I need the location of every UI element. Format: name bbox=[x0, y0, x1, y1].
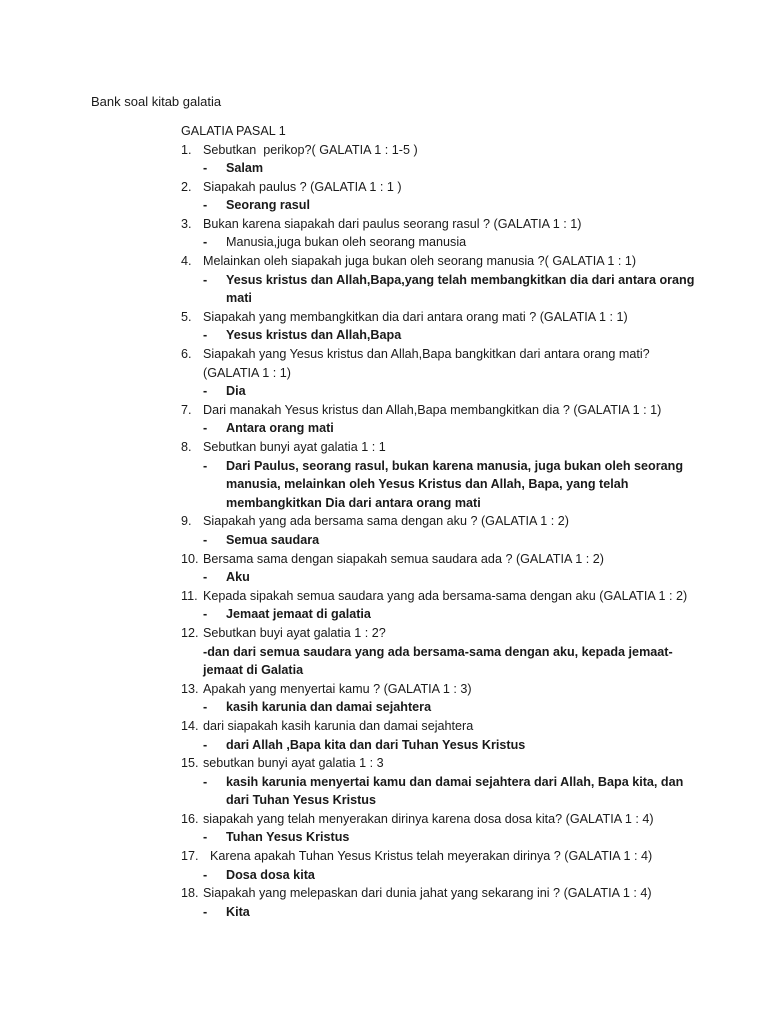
answer-bullet-dash: - bbox=[203, 904, 208, 919]
question-list bbox=[181, 141, 701, 922]
question-item bbox=[181, 680, 701, 699]
answer-item bbox=[181, 866, 701, 885]
question-item bbox=[181, 512, 701, 531]
answer-bullet-dash: - bbox=[203, 421, 208, 436]
question-text: Siapakah yang melepaskan dari dunia jahat yang sekarang ini ? (GALATIA 1 : 4) bbox=[203, 886, 652, 901]
question-number: 16. bbox=[181, 811, 199, 826]
question-number: 4. bbox=[181, 254, 192, 269]
question-item bbox=[181, 884, 701, 903]
question-text: Apakah yang menyertai kamu ? (GALATIA 1 : 3) bbox=[203, 681, 472, 696]
answer-text: Tuhan Yesus Kristus bbox=[226, 830, 350, 845]
question-item bbox=[181, 717, 701, 736]
answer-item bbox=[181, 382, 701, 401]
answer-text: dari Allah ,Bapa kita dan dari Tuhan Yesus Kristus bbox=[226, 737, 526, 752]
question-text: dari siapakah kasih karunia dan damai sejahtera bbox=[203, 718, 474, 733]
answer-bullet-dash: - bbox=[203, 570, 208, 585]
answer-text: Semua saudara bbox=[226, 532, 320, 547]
question-number: 5. bbox=[181, 309, 192, 324]
question-text: Bukan karena siapakah dari paulus seorang rasul ? (GALATIA 1 : 1) bbox=[203, 216, 582, 231]
question-text: Dari manakah Yesus kristus dan Allah,Bapa membangkitkan dia ? (GALATIA 1 : 1) bbox=[203, 402, 662, 417]
question-number: 15. bbox=[181, 756, 199, 771]
document-content bbox=[181, 122, 701, 921]
answer-item bbox=[181, 605, 701, 624]
section-heading: GALATIA PASAL 1 bbox=[181, 124, 286, 138]
question-item bbox=[181, 308, 701, 327]
question-text: Karena apakah Tuhan Yesus Kristus telah meyerakan dirinya ? (GALATIA 1 : 4) bbox=[203, 849, 653, 864]
answer-bullet-dash: - bbox=[203, 235, 208, 250]
question-item bbox=[181, 810, 701, 829]
answer-text: Seorang rasul bbox=[226, 198, 310, 213]
answer-item bbox=[181, 271, 701, 308]
question-text: Siapakah yang membangkitkan dia dari antara orang mati ? (GALATIA 1 : 1) bbox=[203, 309, 628, 324]
answer-item bbox=[181, 326, 701, 345]
question-item bbox=[181, 345, 701, 382]
answer-text: Yesus kristus dan Allah,Bapa,yang telah membangkitkan dia dari antara orang mati bbox=[226, 272, 695, 306]
answer-item bbox=[181, 903, 701, 922]
question-number: 10. bbox=[181, 551, 199, 566]
answer-item bbox=[181, 773, 701, 810]
question-item bbox=[181, 754, 701, 773]
answer-item bbox=[181, 419, 701, 438]
question-number: 11. bbox=[181, 588, 198, 603]
answer-text: Kita bbox=[226, 904, 250, 919]
question-text: siapakah yang telah menyerakan dirinya karena dosa dosa kita? (GALATIA 1 : 4) bbox=[203, 811, 654, 826]
answer-item bbox=[181, 233, 701, 252]
answer-bullet-dash: - bbox=[203, 867, 208, 882]
question-number: 2. bbox=[181, 179, 192, 194]
answer-bullet-dash: - bbox=[203, 700, 208, 715]
answer-bullet-dash: - bbox=[203, 328, 208, 343]
question-number: 18. bbox=[181, 886, 199, 901]
answer-bullet-dash: - bbox=[203, 384, 208, 399]
question-item bbox=[181, 438, 701, 457]
answer-item bbox=[181, 828, 701, 847]
question-item bbox=[181, 624, 701, 643]
answer-item bbox=[181, 568, 701, 587]
answer-text: Yesus kristus dan Allah,Bapa bbox=[226, 328, 402, 343]
answer-item bbox=[181, 196, 701, 215]
answer-text: Aku bbox=[226, 570, 250, 585]
answer-text: Manusia,juga bukan oleh seorang manusia bbox=[226, 235, 467, 250]
answer-bullet-dash: - bbox=[203, 458, 208, 473]
question-text: Sebutkan perikop?( GALATIA 1 : 1-5 ) bbox=[203, 142, 418, 157]
answer-text: -dan dari semua saudara yang ada bersama-sama dengan aku, kepada jemaat-jemaat di Galatia bbox=[203, 644, 673, 678]
answer-text: kasih karunia menyertai kamu dan damai sejahtera dari Allah, Bapa kita, dan dari Tuhan Yesus Kristus bbox=[226, 774, 684, 808]
question-item bbox=[181, 550, 701, 569]
answer-item bbox=[181, 698, 701, 717]
answer-bullet-dash: - bbox=[203, 161, 208, 176]
question-text: Siapakah paulus ? (GALATIA 1 : 1 ) bbox=[203, 179, 402, 194]
question-text: Siapakah yang Yesus kristus dan Allah,Bapa bangkitkan dari antara orang mati? (GALATIA 1 : 1) bbox=[203, 347, 654, 380]
question-number: 6. bbox=[181, 347, 192, 362]
question-text: Kepada sipakah semua saudara yang ada bersama-sama dengan aku (GALATIA 1 : 2) bbox=[203, 588, 688, 603]
answer-text: Salam bbox=[226, 161, 264, 176]
answer-text: Dosa dosa kita bbox=[226, 867, 315, 882]
question-number: 3. bbox=[181, 216, 192, 231]
answer-text: Jemaat jemaat di galatia bbox=[226, 607, 371, 622]
answer-text: Antara orang mati bbox=[226, 421, 334, 436]
question-number: 17. bbox=[181, 849, 199, 864]
question-number: 8. bbox=[181, 440, 192, 454]
answer-bullet-dash: - bbox=[203, 198, 208, 213]
document-title: Bank soal kitab galatia bbox=[91, 94, 222, 109]
question-text: Melainkan oleh siapakah juga bukan oleh seorang manusia ?( GALATIA 1 : 1) bbox=[203, 254, 637, 269]
answer-item bbox=[181, 643, 701, 680]
question-item bbox=[181, 847, 701, 866]
question-text: sebutkan bunyi ayat galatia 1 : 3 bbox=[203, 756, 384, 771]
answer-bullet-dash: - bbox=[203, 830, 208, 845]
answer-text: Dari Paulus, seorang rasul, bukan karena manusia, juga bukan oleh seorang manusia, melainkan oleh Yesus Kristus dan Allah, Bapa, yang telah membangkitkan Dia dari antara orang mati bbox=[226, 458, 684, 510]
answer-bullet-dash: - bbox=[203, 607, 208, 622]
question-text: Bersama sama dengan siapakah semua saudara ada ? (GALATIA 1 : 2) bbox=[203, 551, 604, 566]
question-item bbox=[181, 587, 701, 606]
question-item bbox=[181, 215, 701, 234]
answer-bullet-dash: - bbox=[203, 272, 208, 287]
question-item bbox=[181, 178, 701, 197]
question-number: 12. bbox=[181, 625, 199, 640]
question-text: Siapakah yang ada bersama sama dengan aku ? (GALATIA 1 : 2) bbox=[203, 514, 569, 529]
answer-bullet-dash: - bbox=[203, 532, 208, 547]
answer-item bbox=[181, 159, 701, 178]
question-item bbox=[181, 141, 701, 160]
answer-bullet-dash: - bbox=[203, 774, 208, 789]
answer-item bbox=[181, 736, 701, 755]
question-number: 13. bbox=[181, 681, 199, 696]
answer-text: Dia bbox=[226, 384, 246, 399]
question-number: 7. bbox=[181, 402, 192, 417]
question-number: 1. bbox=[181, 142, 192, 157]
answer-bullet-dash: - bbox=[203, 737, 208, 752]
question-number: 9. bbox=[181, 514, 192, 529]
question-text: Sebutkan buyi ayat galatia 1 : 2? bbox=[203, 625, 386, 640]
question-text: Sebutkan bunyi ayat galatia 1 : 1 bbox=[203, 440, 386, 454]
answer-item bbox=[181, 531, 701, 550]
question-item bbox=[181, 252, 701, 271]
answer-item bbox=[181, 457, 701, 513]
answer-text: kasih karunia dan damai sejahtera bbox=[226, 700, 432, 715]
question-number: 14. bbox=[181, 718, 199, 733]
question-item bbox=[181, 401, 701, 420]
